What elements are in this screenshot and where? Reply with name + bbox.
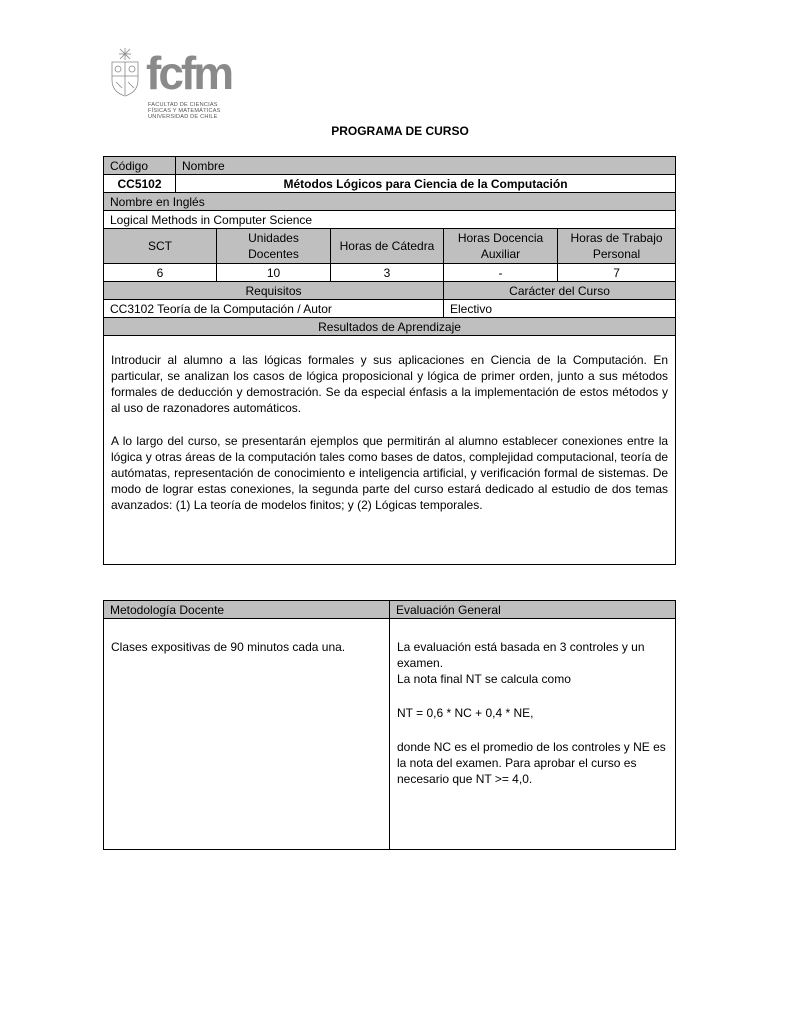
- learning-results-body: [104, 336, 676, 565]
- document-title: PROGRAMA DE CURSO: [331, 124, 469, 138]
- english-name: Logical Methods in Computer Science: [104, 211, 676, 229]
- fcfm-logo: [108, 46, 238, 128]
- sct-value: 6: [104, 264, 217, 282]
- auxiliary-hours-value: -: [444, 264, 558, 282]
- evaluation-header: Evaluación General: [390, 601, 676, 619]
- personal-hours-header: Horas de Trabajo Personal: [558, 229, 676, 264]
- teaching-units-value: 10: [217, 264, 331, 282]
- name-header: Nombre: [176, 157, 676, 175]
- faculty-subtitle: FACULTAD DE CIENCIAS FÍSICAS Y MATEMÁTICAS UNIVERSIDAD DE CHILE: [148, 102, 221, 120]
- evaluation-body: [390, 619, 676, 850]
- university-crest-icon: [108, 46, 142, 98]
- teaching-units-header: Unidades Docentes: [217, 229, 331, 264]
- methodology-header: Metodología Docente: [104, 601, 390, 619]
- results-paragraph: Introducir al alumno a las lógicas formales y sus aplicaciones en Ciencia de la Computación. En particular, se analizan los casos de lógica proposicional y lógica de primer orden, junto a sus métodos formales de deducción y demostración. Se da especial énfasis a la implementación de estos métodos y al uso de razonadores automáticos.: [111, 353, 669, 415]
- evaluation-explanation: donde NC es el promedio de los controles y NE es la nota del examen. Para aprobar el curso es necesario que NT >= 4,0.: [397, 740, 666, 786]
- english-name-header: Nombre en Inglés: [104, 193, 676, 211]
- methodology-evaluation-table: [103, 600, 676, 850]
- course-name: Métodos Lógicos para Ciencia de la Computación: [176, 175, 676, 193]
- formula-intro: La nota final NT se calcula como: [397, 672, 571, 686]
- personal-hours-value: 7: [558, 264, 676, 282]
- course-code: CC5102: [104, 175, 176, 193]
- methodology-body: [104, 619, 390, 850]
- character-value: Electivo: [444, 300, 676, 318]
- auxiliary-hours-header: Horas Docencia Auxiliar: [444, 229, 558, 264]
- fcfm-wordmark: fcfm: [146, 47, 232, 99]
- lecture-hours-value: 3: [331, 264, 444, 282]
- code-header: Código: [104, 157, 176, 175]
- lecture-hours-header: Horas de Cátedra: [331, 229, 444, 264]
- methodology-text: Clases expositivas de 90 minutos cada una.: [111, 640, 346, 654]
- sct-header: SCT: [104, 229, 217, 264]
- requirements-value: CC3102 Teoría de la Computación / Autor: [104, 300, 444, 318]
- learning-results-header: Resultados de Aprendizaje: [104, 318, 676, 336]
- results-paragraph: A lo largo del curso, se presentarán ejemplos que permitirán al alumno establecer conexiones entre la lógica y otras áreas de la computación tales como bases de datos, complejidad computacional, teoría de autómatas, representación de conocimiento e inteligencia artificial, y verificación formal de sistemas. De modo de lograr estas conexiones, la segunda parte del curso estará dedicado al estudio de dos temas avanzados: (1) La teoría de modelos finitos; y (2) Lógicas temporales.: [111, 434, 669, 512]
- character-header: Carácter del Curso: [444, 282, 676, 300]
- course-info-table: [103, 156, 676, 565]
- evaluation-intro: La evaluación está basada en 3 controles y un examen.: [397, 640, 645, 670]
- requirements-header: Requisitos: [104, 282, 444, 300]
- grade-formula: NT = 0,6 * NC + 0,4 * NE,: [397, 706, 534, 720]
